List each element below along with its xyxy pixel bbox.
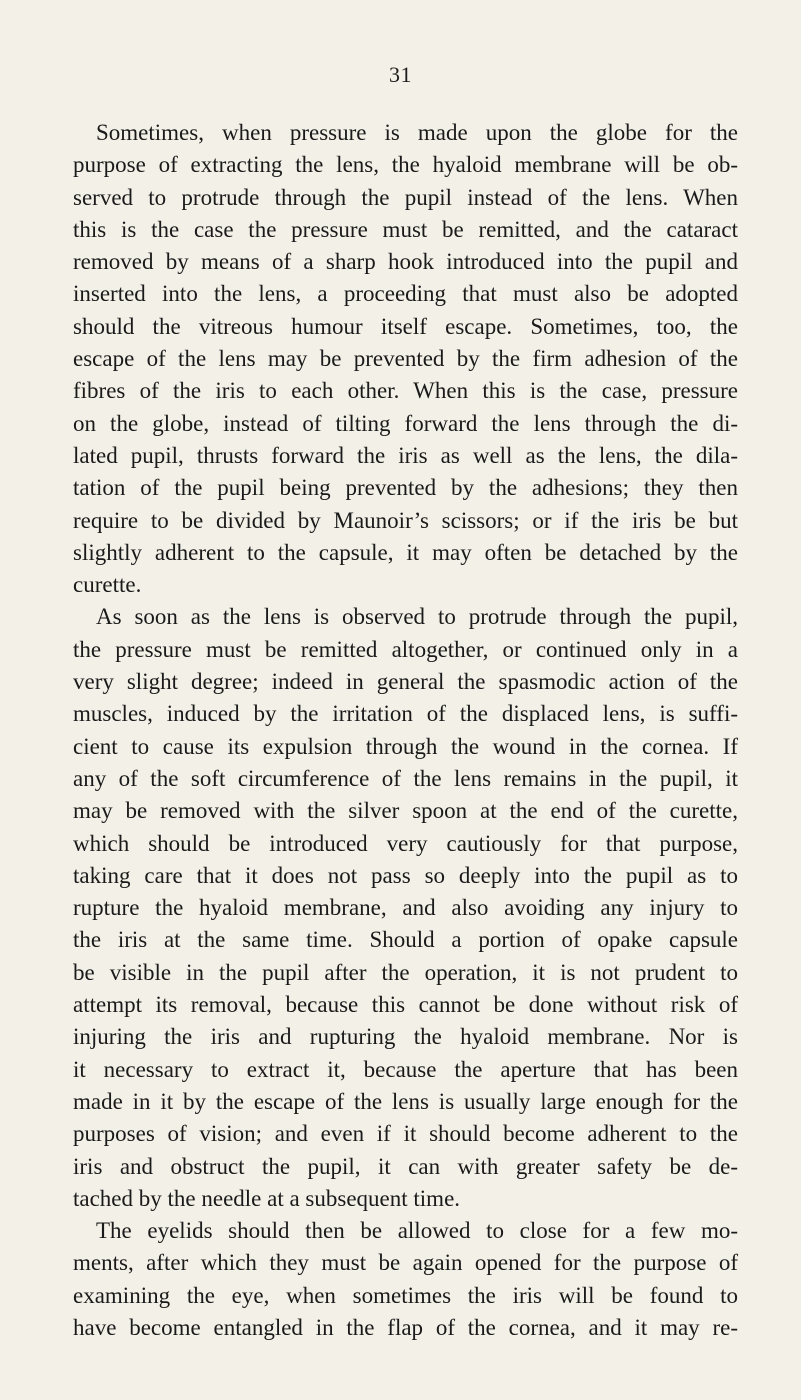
- text-line: it necessary to extract it, because the aperture that has been: [73, 1056, 738, 1082]
- paragraph-3: [73, 1215, 738, 1344]
- page-number: 31: [389, 62, 412, 87]
- text-line: the iris at the same time. Should a portion of opake capsule: [73, 927, 738, 953]
- text-line: fibres of the iris to each other. When this is the case, pressure: [73, 378, 738, 404]
- text-line: tation of the pupil being prevented by the adhesions; they then: [73, 475, 738, 501]
- text-line: this is the case the pressure must be remitted, and the cataract: [73, 216, 738, 242]
- paragraph-1: [73, 117, 738, 601]
- text-line: removed by means of a sharp hook introduced into the pupil and: [73, 249, 738, 275]
- text-line: made in it by the escape of the lens is usually large enough for the: [73, 1088, 738, 1114]
- text-line: attempt its removal, because this cannot be done without risk of: [73, 992, 738, 1018]
- text-line: require to be divided by Maunoir’s scissors; or if the iris be but: [73, 507, 738, 533]
- text-line: tached by the needle at a subsequent time.: [73, 1185, 461, 1211]
- text-line: taking care that it does not pass so deeply into the pupil as to: [73, 862, 738, 888]
- text-line: which should be introduced very cautiously for that purpose,: [73, 830, 738, 856]
- text-line: purpose of extracting the lens, the hyaloid membrane will be ob-: [73, 152, 738, 178]
- text-line: have become entangled in the flap of the cornea, and it may re-: [73, 1314, 738, 1340]
- text-line: inserted into the lens, a proceeding that must also be adopted: [73, 281, 738, 307]
- text-line: slightly adherent to the capsule, it may often be detached by the: [73, 539, 738, 565]
- text-line: ments, after which they must be again opened for the purpose of: [73, 1250, 738, 1276]
- text-line: examining the eye, when sometimes the iris will be found to: [73, 1282, 738, 1308]
- text-line: served to protrude through the pupil instead of the lens. When: [73, 184, 738, 210]
- text-line: injuring the iris and rupturing the hyaloid membrane. Nor is: [73, 1024, 738, 1050]
- body-text: [73, 117, 738, 1344]
- text-line: The eyelids should then be allowed to close for a few mo-: [96, 1218, 738, 1244]
- text-line: As soon as the lens is observed to protrude through the pupil,: [96, 604, 738, 630]
- text-line: purposes of vision; and even if it should become adherent to the: [73, 1121, 738, 1147]
- text-line: lated pupil, thrusts forward the iris as well as the lens, the dila-: [73, 442, 738, 468]
- text-line: Sometimes, when pressure is made upon the globe for the: [96, 120, 738, 145]
- text-line: may be removed with the silver spoon at the end of the curette,: [73, 798, 738, 824]
- text-line: very slight degree; indeed in general the spasmodic action of the: [73, 669, 738, 695]
- text-line: be visible in the pupil after the operation, it is not prudent to: [73, 959, 738, 985]
- text-line: on the globe, instead of tilting forward the lens through the di-: [73, 410, 738, 436]
- text-line: any of the soft circumference of the lens remains in the pupil, it: [73, 765, 738, 791]
- text-line: escape of the lens may be prevented by the firm adhesion of the: [73, 346, 738, 372]
- text-line: muscles, induced by the irritation of the displaced lens, is suffi-: [73, 701, 738, 727]
- text-line: curette.: [73, 572, 142, 598]
- paragraph-2: [73, 601, 738, 1215]
- text-line: cient to cause its expulsion through the wound in the cornea. If: [73, 733, 738, 759]
- text-line: rupture the hyaloid membrane, and also avoiding any injury to: [73, 895, 738, 921]
- text-line: the pressure must be remitted altogether, or continued only in a: [73, 636, 738, 662]
- text-line: iris and obstruct the pupil, it can with greater safety be de-: [73, 1153, 738, 1179]
- text-line: should the vitreous humour itself escape. Sometimes, too, the: [73, 313, 738, 339]
